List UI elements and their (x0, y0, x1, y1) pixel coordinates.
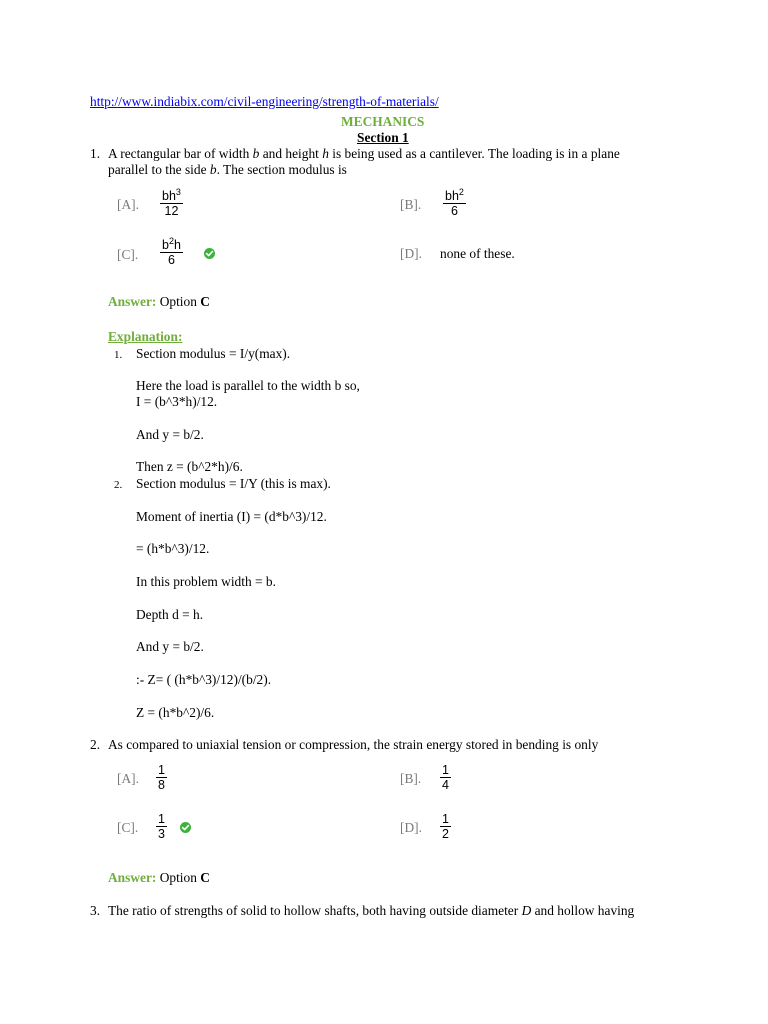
q1-text-part: and height (259, 146, 323, 161)
frac-num: bh (445, 189, 459, 203)
explanation-2-number: 2. (114, 479, 123, 491)
q2-option-d-label[interactable]: [D]. (400, 820, 422, 835)
answer-label: Answer: (108, 870, 157, 885)
frac-exp: 2 (458, 186, 464, 197)
q1-text-part: A rectangular bar of width (108, 146, 253, 161)
q3-text-part: The ratio of strengths of solid to hollow shafts, both having outside diameter (108, 903, 522, 918)
source-link[interactable]: http://www.indiabix.com/civil-engineering/strength-of-materials/ (90, 94, 439, 109)
explanation-2-line: Z = (h*b^2)/6. (136, 705, 215, 720)
q2-option-a-value[interactable] (156, 763, 167, 792)
question-1-text-line1 (108, 146, 620, 162)
question-3-text (108, 903, 634, 919)
explanation-2-line: Section modulus = I/Y (this is max). (136, 476, 331, 491)
correct-answer-check-icon (204, 248, 215, 259)
q1-option-c-value[interactable] (160, 235, 183, 267)
frac-num: bh (162, 189, 176, 203)
frac-den: 12 (164, 204, 179, 218)
explanation-2-line: And y = b/2. (136, 639, 204, 654)
explanation-2-line: Moment of inertia (I) = (d*b^3)/12. (136, 509, 327, 524)
question-2-number: 2. (90, 737, 101, 752)
explanation-2-line: = (h*b^3)/12. (136, 541, 210, 556)
question-2-text: As compared to uniaxial tension or compression, the strain energy stored in bending is only (108, 737, 599, 752)
explanation-1-line: Here the load is parallel to the width b so, (136, 378, 360, 393)
explanation-1-line: And y = b/2. (136, 427, 204, 442)
explanation-1-number: 1. (114, 349, 123, 361)
frac-exp: 3 (175, 186, 181, 197)
explanation-2-line: :- Z= ( (h*b^3)/12)/(b/2). (136, 672, 272, 687)
q1-option-a-value[interactable] (160, 186, 183, 218)
frac-den: 2 (442, 827, 449, 841)
answer-text: Option (156, 294, 201, 309)
frac-num: b (162, 238, 169, 252)
q1-option-a-label[interactable]: [A]. (117, 197, 139, 212)
q1-text-part: . The section modulus is (216, 162, 347, 177)
q1-option-b-label[interactable]: [B]. (400, 197, 422, 212)
frac-num: 1 (442, 812, 449, 826)
q1-answer (108, 294, 210, 310)
frac-den: 4 (442, 778, 449, 792)
q3-text-part: and hollow having (531, 903, 635, 918)
frac-den: 6 (450, 204, 458, 218)
correct-answer-check-icon (180, 822, 191, 833)
q1-text-part: is being used as a cantilever. The loading is in a plane (328, 146, 620, 161)
question-3-number: 3. (90, 903, 101, 918)
q1-option-b-value[interactable] (443, 186, 466, 218)
explanation-1-line: Then z = (b^2*h)/6. (136, 459, 243, 474)
frac-den: 6 (167, 253, 175, 267)
answer-letter: C (200, 294, 210, 309)
q1-var-b: b (209, 162, 217, 177)
frac-num: h (173, 238, 181, 252)
frac-den: 3 (158, 827, 165, 841)
q1-option-d-value[interactable]: none of these. (440, 246, 515, 261)
answer-letter: C (200, 870, 210, 885)
q2-option-a-label[interactable]: [A]. (117, 771, 139, 786)
frac-num: 1 (158, 812, 165, 826)
q2-option-c-label[interactable]: [C]. (117, 820, 139, 835)
q1-option-d-label[interactable]: [D]. (400, 246, 422, 261)
frac-num: 1 (158, 763, 165, 777)
answer-label: Answer: (108, 294, 157, 309)
q2-option-c-value[interactable] (156, 812, 167, 841)
explanation-1-line: Section modulus = I/y(max). (136, 346, 291, 361)
frac-den: 8 (158, 778, 165, 792)
question-1-number: 1. (90, 146, 101, 161)
q1-var-b: b (252, 146, 260, 161)
q2-option-b-value[interactable] (440, 763, 451, 792)
q2-answer (108, 870, 210, 886)
explanation-2-line: In this problem width = b. (136, 574, 276, 589)
frac-num: 1 (442, 763, 449, 777)
section-heading: Section 1 (357, 130, 409, 145)
page-title: MECHANICS (341, 114, 425, 129)
q3-var-d: D (521, 903, 532, 918)
q1-text-part: parallel to the side (108, 162, 210, 177)
frac-exp: 2 (168, 235, 174, 246)
question-1-text-line2 (108, 162, 347, 178)
q1-var-h: h (322, 146, 329, 161)
explanation-2-line: Depth d = h. (136, 607, 204, 622)
explanation-heading: Explanation: (108, 329, 183, 344)
q1-option-c-label[interactable]: [C]. (117, 247, 139, 262)
explanation-1-line: I = (b^3*h)/12. (136, 394, 218, 409)
answer-text: Option (156, 870, 201, 885)
q2-option-d-value[interactable] (440, 812, 451, 841)
q2-option-b-label[interactable]: [B]. (400, 771, 422, 786)
